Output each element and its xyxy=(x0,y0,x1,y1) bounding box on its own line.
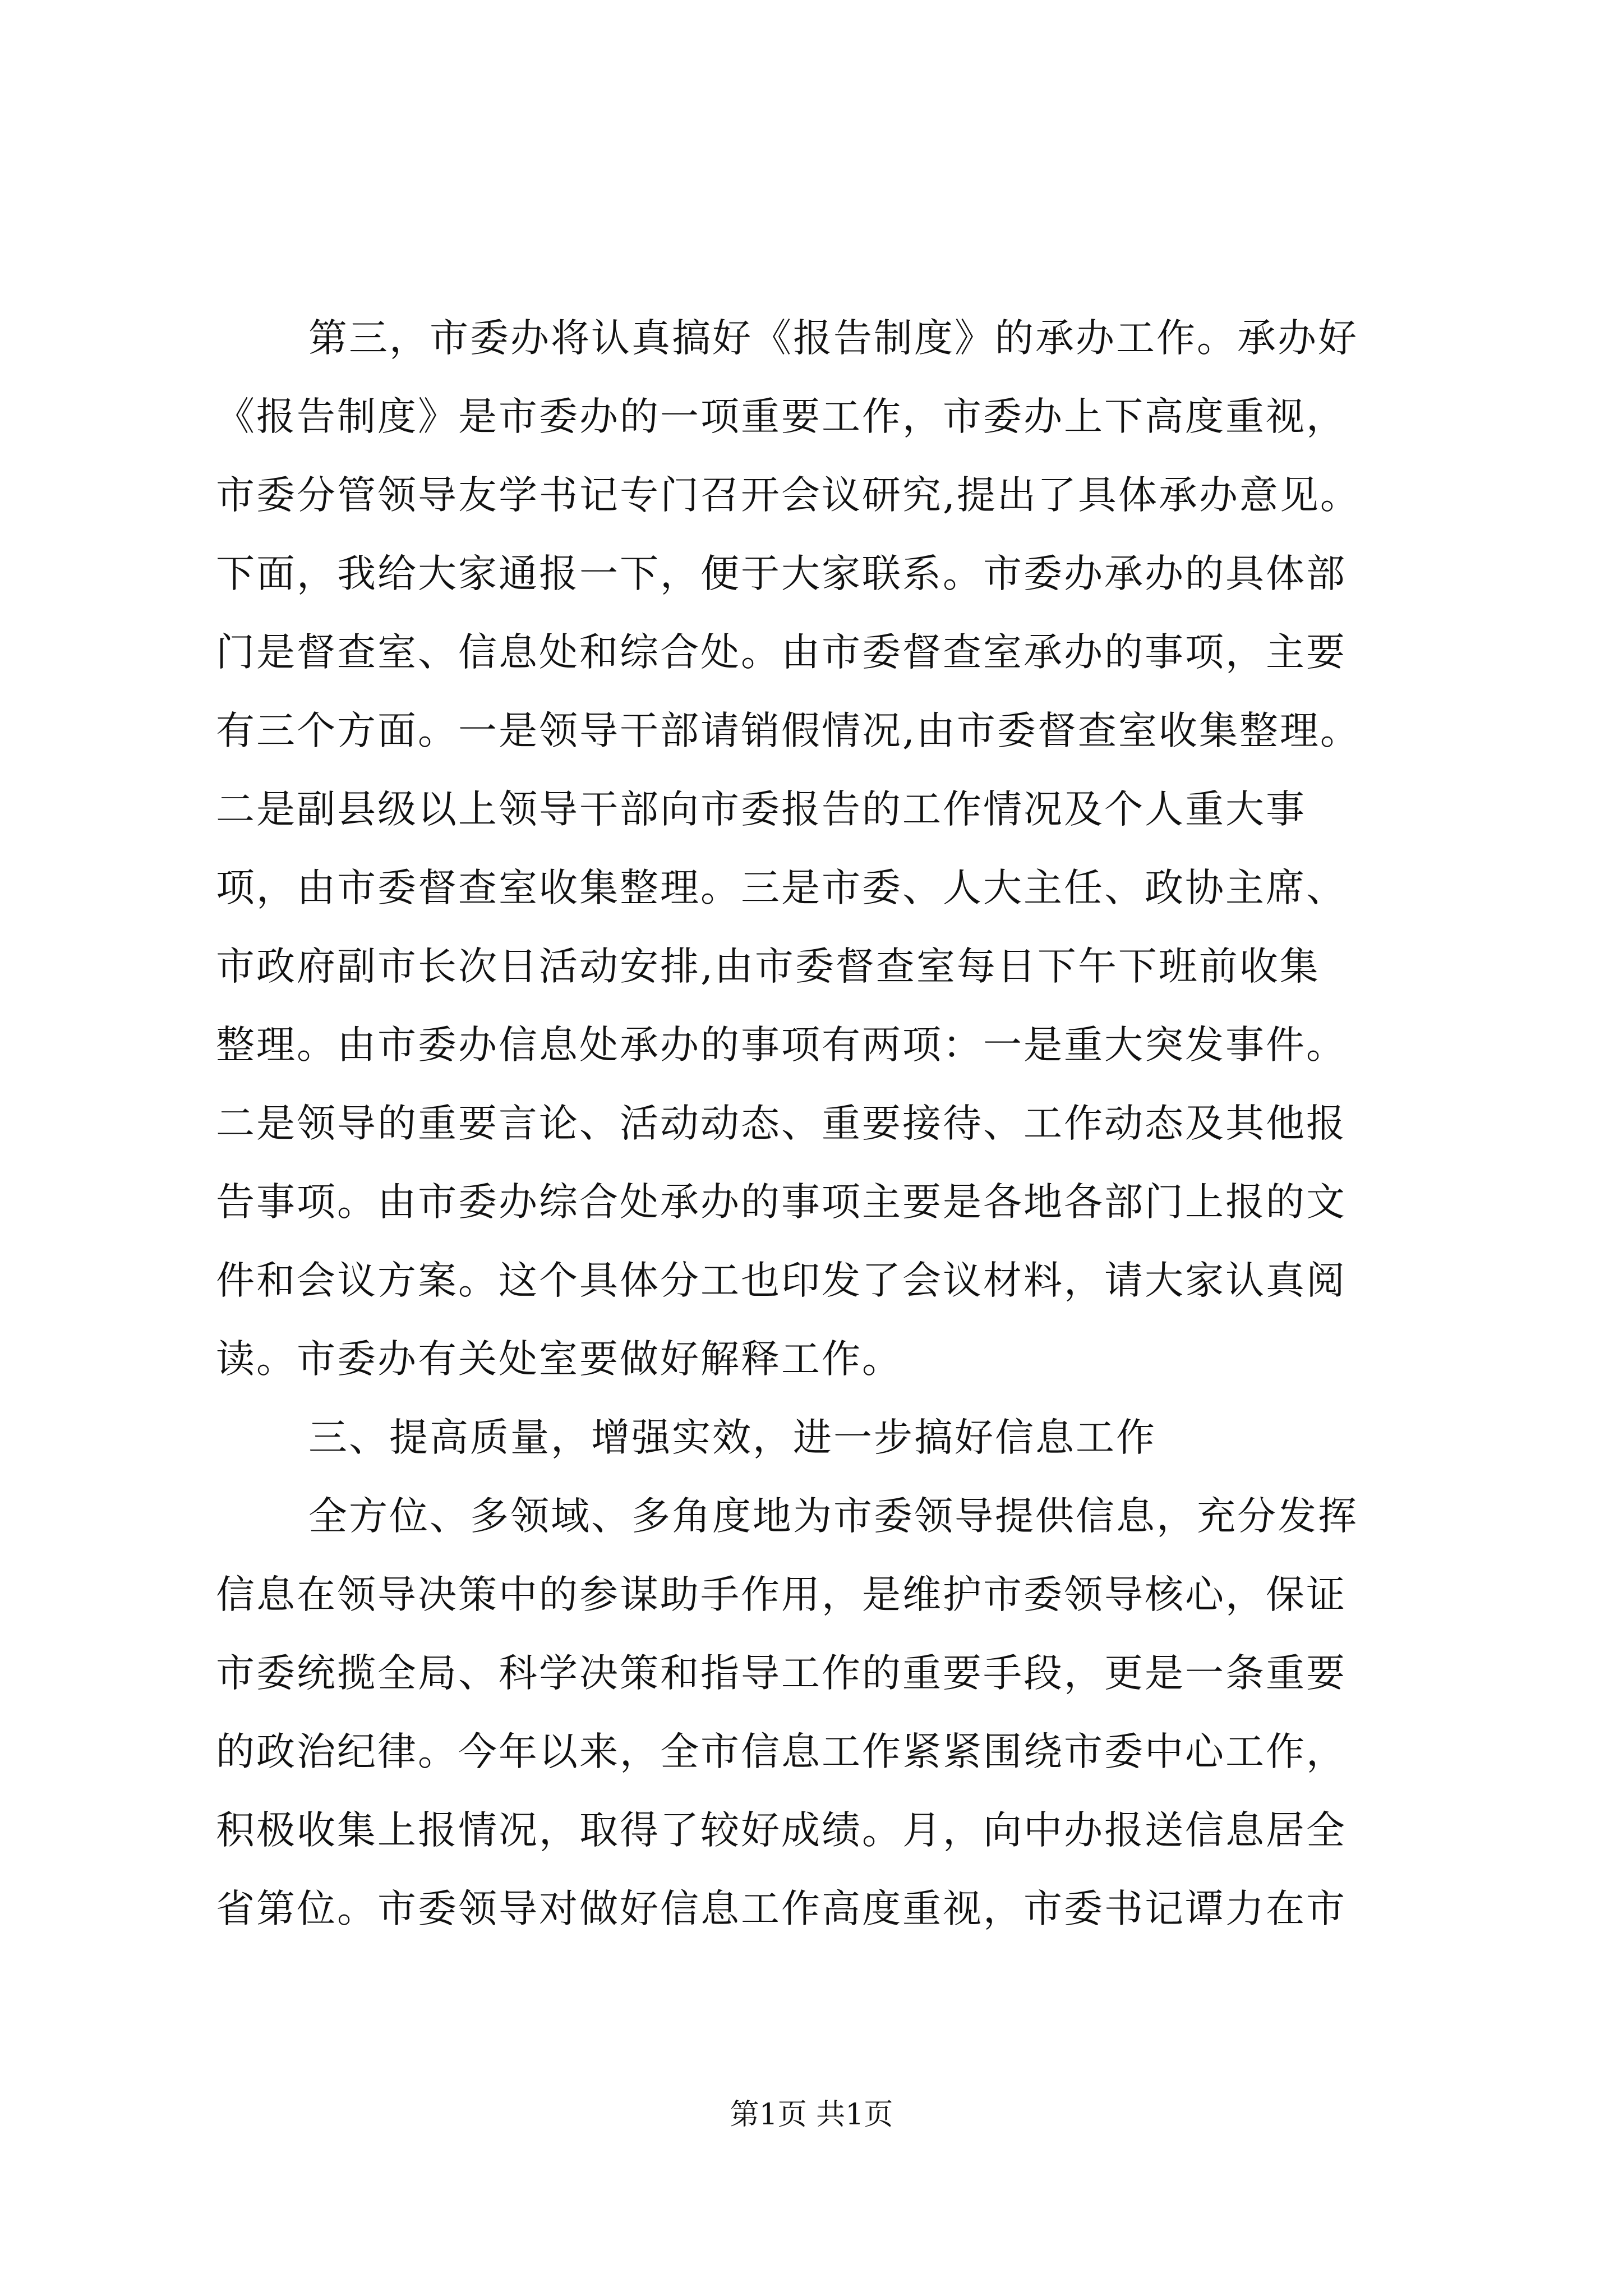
text-line: 告事项。由市委办综合处承办的事项主要是各地各部门上报的文 xyxy=(216,1180,1347,1225)
text-line: 件和会议方案。这个具体分工也印发了会议材料，请大家认真阅 xyxy=(216,1258,1347,1303)
text-line: 省第位。市委领导对做好信息工作高度重视，市委书记谭力在市 xyxy=(216,1887,1347,1931)
section-heading: 三、提高质量，增强实效，进一步搞好信息工作 xyxy=(308,1415,1156,1460)
text-line: 《报告制度》是市委办的一项重要工作，市委办上下高度重视， xyxy=(216,394,1347,439)
text-line: 整理。由市委办信息处承办的事项有两项：一是重大突发事件。 xyxy=(216,1023,1347,1068)
text-line: 市委统揽全局、科学决策和指导工作的重要手段，更是一条重要 xyxy=(216,1651,1347,1696)
text-line: 积极收集上报情况，取得了较好成绩。月，向中办报送信息居全 xyxy=(216,1808,1347,1853)
text-line: 读。市委办有关处室要做好解释工作。 xyxy=(216,1337,902,1382)
text-line: 信息在领导决策中的参谋助手作用，是维护市委领导核心，保证 xyxy=(216,1572,1347,1617)
text-line: 第三，市委办将认真搞好《报告制度》的承办工作。承办好 xyxy=(308,316,1358,361)
text-line: 二是副县级以上领导干部向市委报告的工作情况及个人重大事 xyxy=(216,787,1306,832)
text-line: 项，由市委督查室收集整理。三是市委、人大主任、政协主席、 xyxy=(216,866,1347,910)
text-line: 市政府副市长次日活动安排,由市委督查室每日下午下班前收集 xyxy=(216,944,1320,989)
page-footer: 第1页 共1页 xyxy=(730,2098,893,2132)
text-line: 门是督查室、信息处和综合处。由市委督查室承办的事项，主要 xyxy=(216,630,1347,675)
text-line: 下面，我给大家通报一下，便于大家联系。市委办承办的具体部 xyxy=(216,551,1347,596)
text-line: 二是领导的重要言论、活动动态、重要接待、工作动态及其他报 xyxy=(216,1101,1347,1146)
text-line: 有三个方面。一是领导干部请销假情况,由市委督查室收集整理。 xyxy=(216,708,1361,753)
text-line: 全方位、多领域、多角度地为市委领导提供信息，充分发挥 xyxy=(308,1494,1358,1539)
text-line: 的政治纪律。今年以来，全市信息工作紧紧围绕市委中心工作， xyxy=(216,1729,1347,1774)
text-line: 市委分管领导友学书记专门召开会议研究,提出了具体承办意见。 xyxy=(216,473,1361,518)
